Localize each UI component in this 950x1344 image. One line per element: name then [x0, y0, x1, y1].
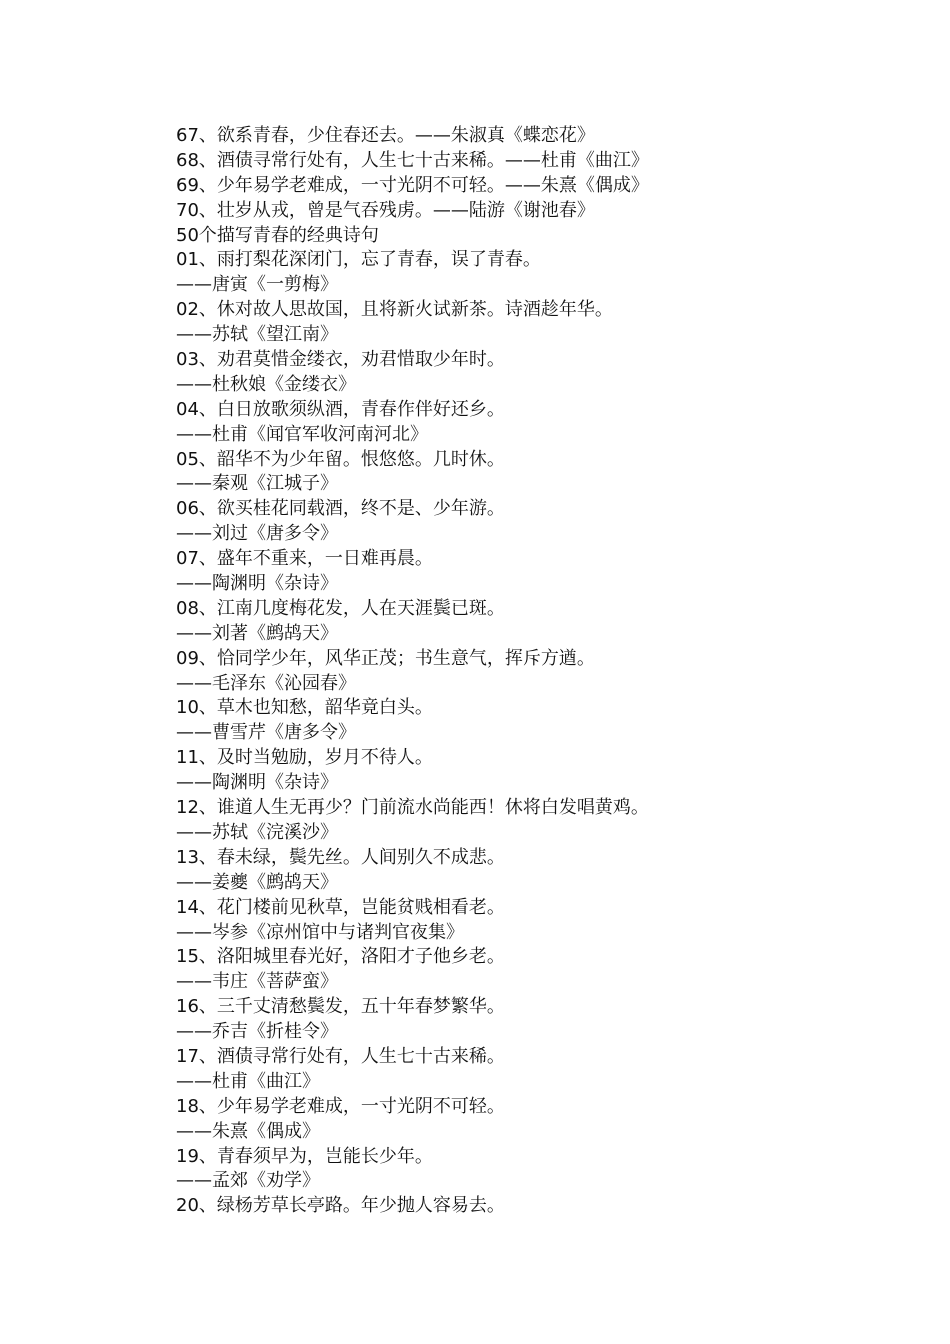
attribution-line: ——曹雪芹《唐多令》: [176, 722, 356, 744]
text-line: 67、欲系青春，少住春还去。——朱淑真《蝶恋花》: [176, 125, 595, 146]
attribution-line: ——刘过《唐多令》: [176, 523, 338, 545]
attribution-line: ——孟郊《劝学》: [176, 1170, 320, 1192]
text-line: 02、休对故人思故国，且将新火试新茶。诗酒趁年华。: [176, 299, 613, 321]
attribution-line: ——苏轼《浣溪沙》: [176, 821, 338, 843]
attribution-line: ——姜夔《鹧鸪天》: [176, 871, 338, 893]
attribution-line: ——朱熹《偶成》: [176, 1120, 320, 1142]
text-line: 08、江南几度梅花发，人在天涯鬓已斑。: [176, 597, 505, 619]
attribution-line: ——秦观《江城子》: [176, 473, 338, 495]
text-line: 69、少年易学老难成，一寸光阴不可轻。——朱熹《偶成》: [176, 174, 649, 196]
text-line: 10、草木也知愁，韶华竟白头。: [176, 697, 433, 719]
attribution-line: ——岑参《凉州馆中与诸判官夜集》: [176, 921, 464, 943]
attribution-line: ——刘著《鹧鸪天》: [176, 622, 338, 644]
attribution-line: ——乔吉《折桂令》: [176, 1021, 338, 1043]
text-line: 12、谁道人生无再少？门前流水尚能西！休将白发唱黄鸡。: [176, 797, 649, 819]
attribution-line: ——韦庄《菩萨蛮》: [176, 971, 338, 993]
attribution-line: ——杜甫《曲江》: [176, 1070, 320, 1092]
text-line: 05、韶华不为少年留。恨悠悠。几时休。: [176, 448, 505, 470]
attribution-line: ——陶渊明《杂诗》: [176, 573, 338, 595]
text-line: 18、少年易学老难成，一寸光阴不可轻。: [176, 1095, 505, 1117]
attribution-line: ——唐寅《一剪梅》: [176, 274, 338, 296]
text-line: 14、花门楼前见秋草，岂能贫贱相看老。: [176, 896, 505, 918]
text-line: 01、雨打梨花深闭门，忘了青春，误了青春。: [176, 249, 541, 271]
text-line: 04、白日放歌须纵酒，青春作伴好还乡。: [176, 398, 505, 420]
text-line: 20、绿杨芳草长亭路。年少抛人容易去。: [176, 1195, 505, 1217]
poem-text-block: [176, 124, 876, 1219]
text-line: 06、欲买桂花同载酒，终不是、少年游。: [176, 498, 505, 520]
text-line: 68、酒债寻常行处有，人生七十古来稀。——杜甫《曲江》: [176, 149, 649, 171]
attribution-line: ——杜甫《闻官军收河南河北》: [176, 423, 428, 445]
text-line: 13、春未绿，鬓先丝。人间别久不成悲。: [176, 846, 505, 868]
text-line: 16、三千丈清愁鬓发，五十年春梦繁华。: [176, 996, 505, 1018]
attribution-line: ——杜秋娘《金缕衣》: [176, 373, 356, 395]
text-line: 15、洛阳城里春光好，洛阳才子他乡老。: [176, 946, 505, 968]
section-heading: 50个描写青春的经典诗句: [176, 224, 379, 246]
attribution-line: ——苏轼《望江南》: [176, 324, 338, 346]
text-line: 03、劝君莫惜金缕衣，劝君惜取少年时。: [176, 349, 505, 371]
text-line: 19、青春须早为，岂能长少年。: [176, 1145, 433, 1167]
text-line: 09、恰同学少年，风华正茂；书生意气，挥斥方遒。: [176, 647, 595, 669]
attribution-line: ——陶渊明《杂诗》: [176, 772, 338, 794]
attribution-line: ——毛泽东《沁园春》: [176, 672, 356, 694]
text-line: 70、壮岁从戎，曾是气吞残虏。——陆游《谢池春》: [176, 199, 595, 221]
text-line: 07、盛年不重来，一日难再晨。: [176, 548, 433, 570]
text-line: 11、及时当勉励，岁月不待人。: [176, 747, 433, 769]
text-line: 17、酒债寻常行处有，人生七十古来稀。: [176, 1045, 505, 1067]
